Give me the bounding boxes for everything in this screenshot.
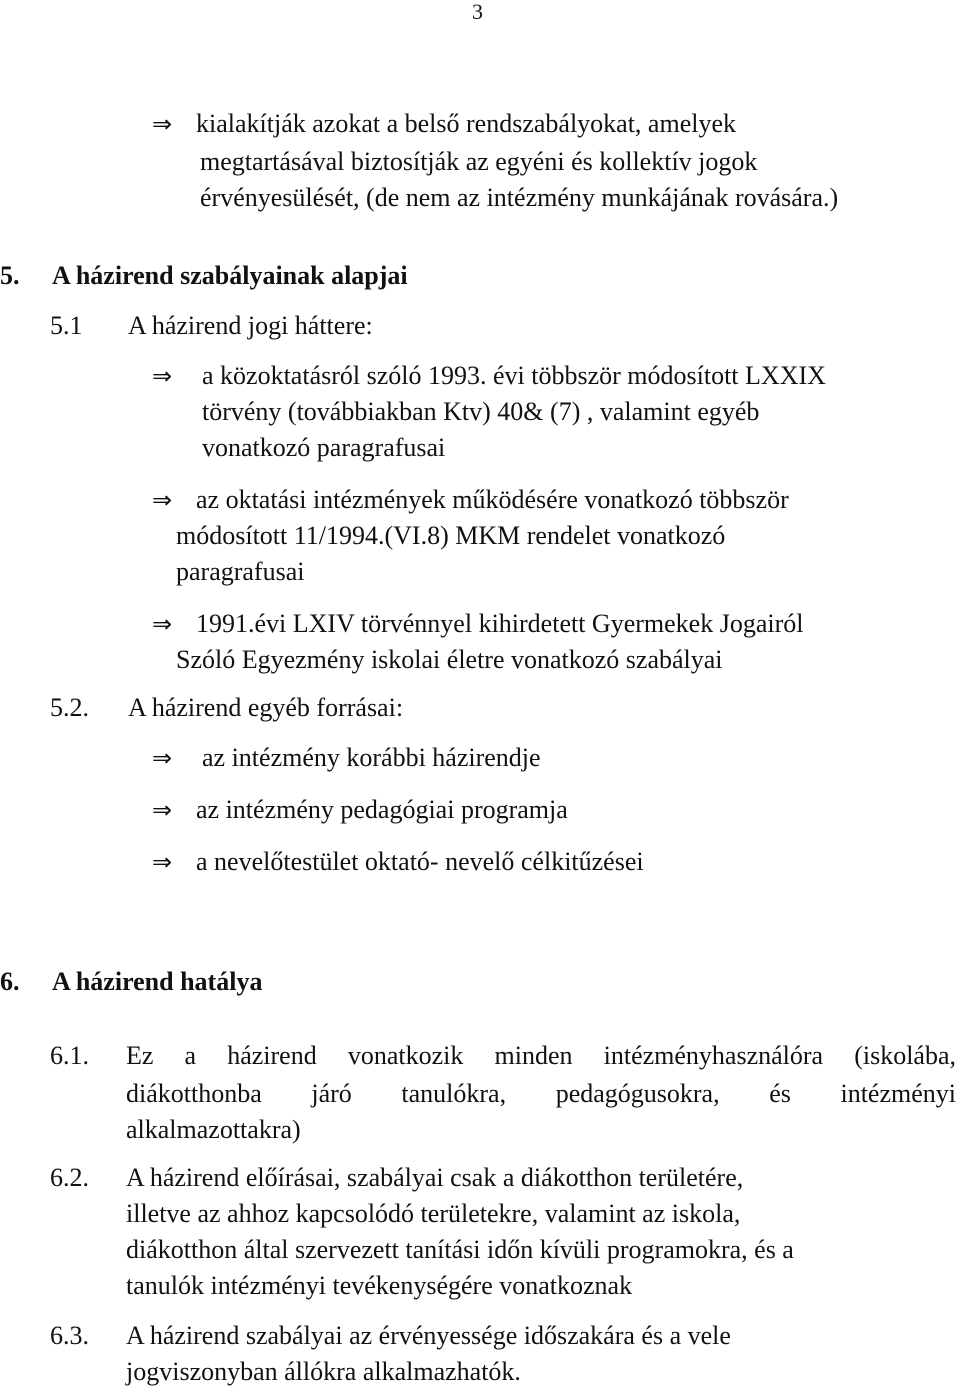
section-5-title: A házirend szabályainak alapjai [52, 261, 408, 290]
section-5-2-number: 5.2. [50, 693, 89, 722]
item-6-3-line-2: jogviszonyban állókra alkalmazhatók. [126, 1357, 521, 1386]
arrow-icon: ⇒ [152, 486, 173, 514]
section-6-title: A házirend hatálya [52, 967, 263, 996]
section-5-2-title: A házirend egyéb forrásai: [128, 693, 404, 722]
source-bullet-1: az intézmény korábbi házirendje [202, 743, 541, 772]
arrow-icon: ⇒ [152, 362, 173, 390]
legal-bullet-2-line-2: módosított 11/1994.(VI.8) MKM rendelet vonatkozó [176, 521, 726, 550]
source-bullet-2: az intézmény pedagógiai programja [196, 795, 568, 824]
legal-bullet-2-line-3: paragrafusai [176, 557, 305, 586]
legal-bullet-1-line-2: törvény (továbbiakban Ktv) 40& (7) , valamint egyéb [202, 397, 760, 426]
section-5-1-title: A házirend jogi háttere: [128, 311, 373, 340]
item-6-1-line-2: diákotthonba járó tanulókra, pedagógusokra, és intézményi [126, 1079, 956, 1108]
item-6-1-number: 6.1. [50, 1041, 89, 1070]
section-5-number: 5. [0, 261, 20, 290]
legal-bullet-1-line-3: vonatkozó paragrafusai [202, 433, 446, 462]
legal-bullet-1-line-1: a közoktatásról szóló 1993. évi többször módosított LXXIX [202, 361, 826, 390]
arrow-icon: ⇒ [152, 610, 173, 638]
item-6-1-line-1: Ez a házirend vonatkozik minden intézményhasználóra (iskolába, [126, 1041, 956, 1070]
legal-bullet-3-line-1: 1991.évi LXIV törvénnyel kihirdetett Gyermekek Jogairól [196, 609, 804, 638]
item-6-2-line-1: A házirend előírásai, szabályai csak a diákotthon területére, [126, 1163, 744, 1192]
item-6-3-line-1: A házirend szabályai az érvényessége időszakára és a vele [126, 1321, 731, 1350]
legal-bullet-2-line-1: az oktatási intézmények működésére vonatkozó többször [196, 485, 789, 514]
arrow-icon: ⇒ [152, 796, 173, 824]
source-bullet-3: a nevelőtestület oktató- nevelő célkitűzései [196, 847, 644, 876]
arrow-icon: ⇒ [152, 744, 173, 772]
intro-line-1: kialakítják azokat a belső rendszabályokat, amelyek [196, 109, 736, 138]
intro-line-3: érvényesülését, (de nem az intézmény munkájának rovására.) [200, 183, 839, 212]
intro-line-2: megtartásával biztosítják az egyéni és kollektív jogok [200, 147, 758, 176]
item-6-2-number: 6.2. [50, 1163, 89, 1192]
legal-bullet-3-line-2: Szóló Egyezmény iskolai életre vonatkozó szabályai [176, 645, 723, 674]
item-6-2-line-4: tanulók intézményi tevékenységére vonatkoznak [126, 1271, 633, 1300]
item-6-1-line-3: alkalmazottakra) [126, 1115, 301, 1144]
section-6-number: 6. [0, 967, 20, 996]
item-6-2-line-3: diákotthon által szervezett tanítási időn kívüli programokra, és a [126, 1235, 794, 1264]
item-6-3-number: 6.3. [50, 1321, 89, 1350]
arrow-icon: ⇒ [152, 110, 173, 138]
section-5-1-number: 5.1 [50, 311, 83, 340]
page-number: 3 [472, 0, 483, 24]
arrow-icon: ⇒ [152, 848, 173, 876]
item-6-2-line-2: illetve az ahhoz kapcsolódó területekre, valamint az iskola, [126, 1199, 741, 1228]
